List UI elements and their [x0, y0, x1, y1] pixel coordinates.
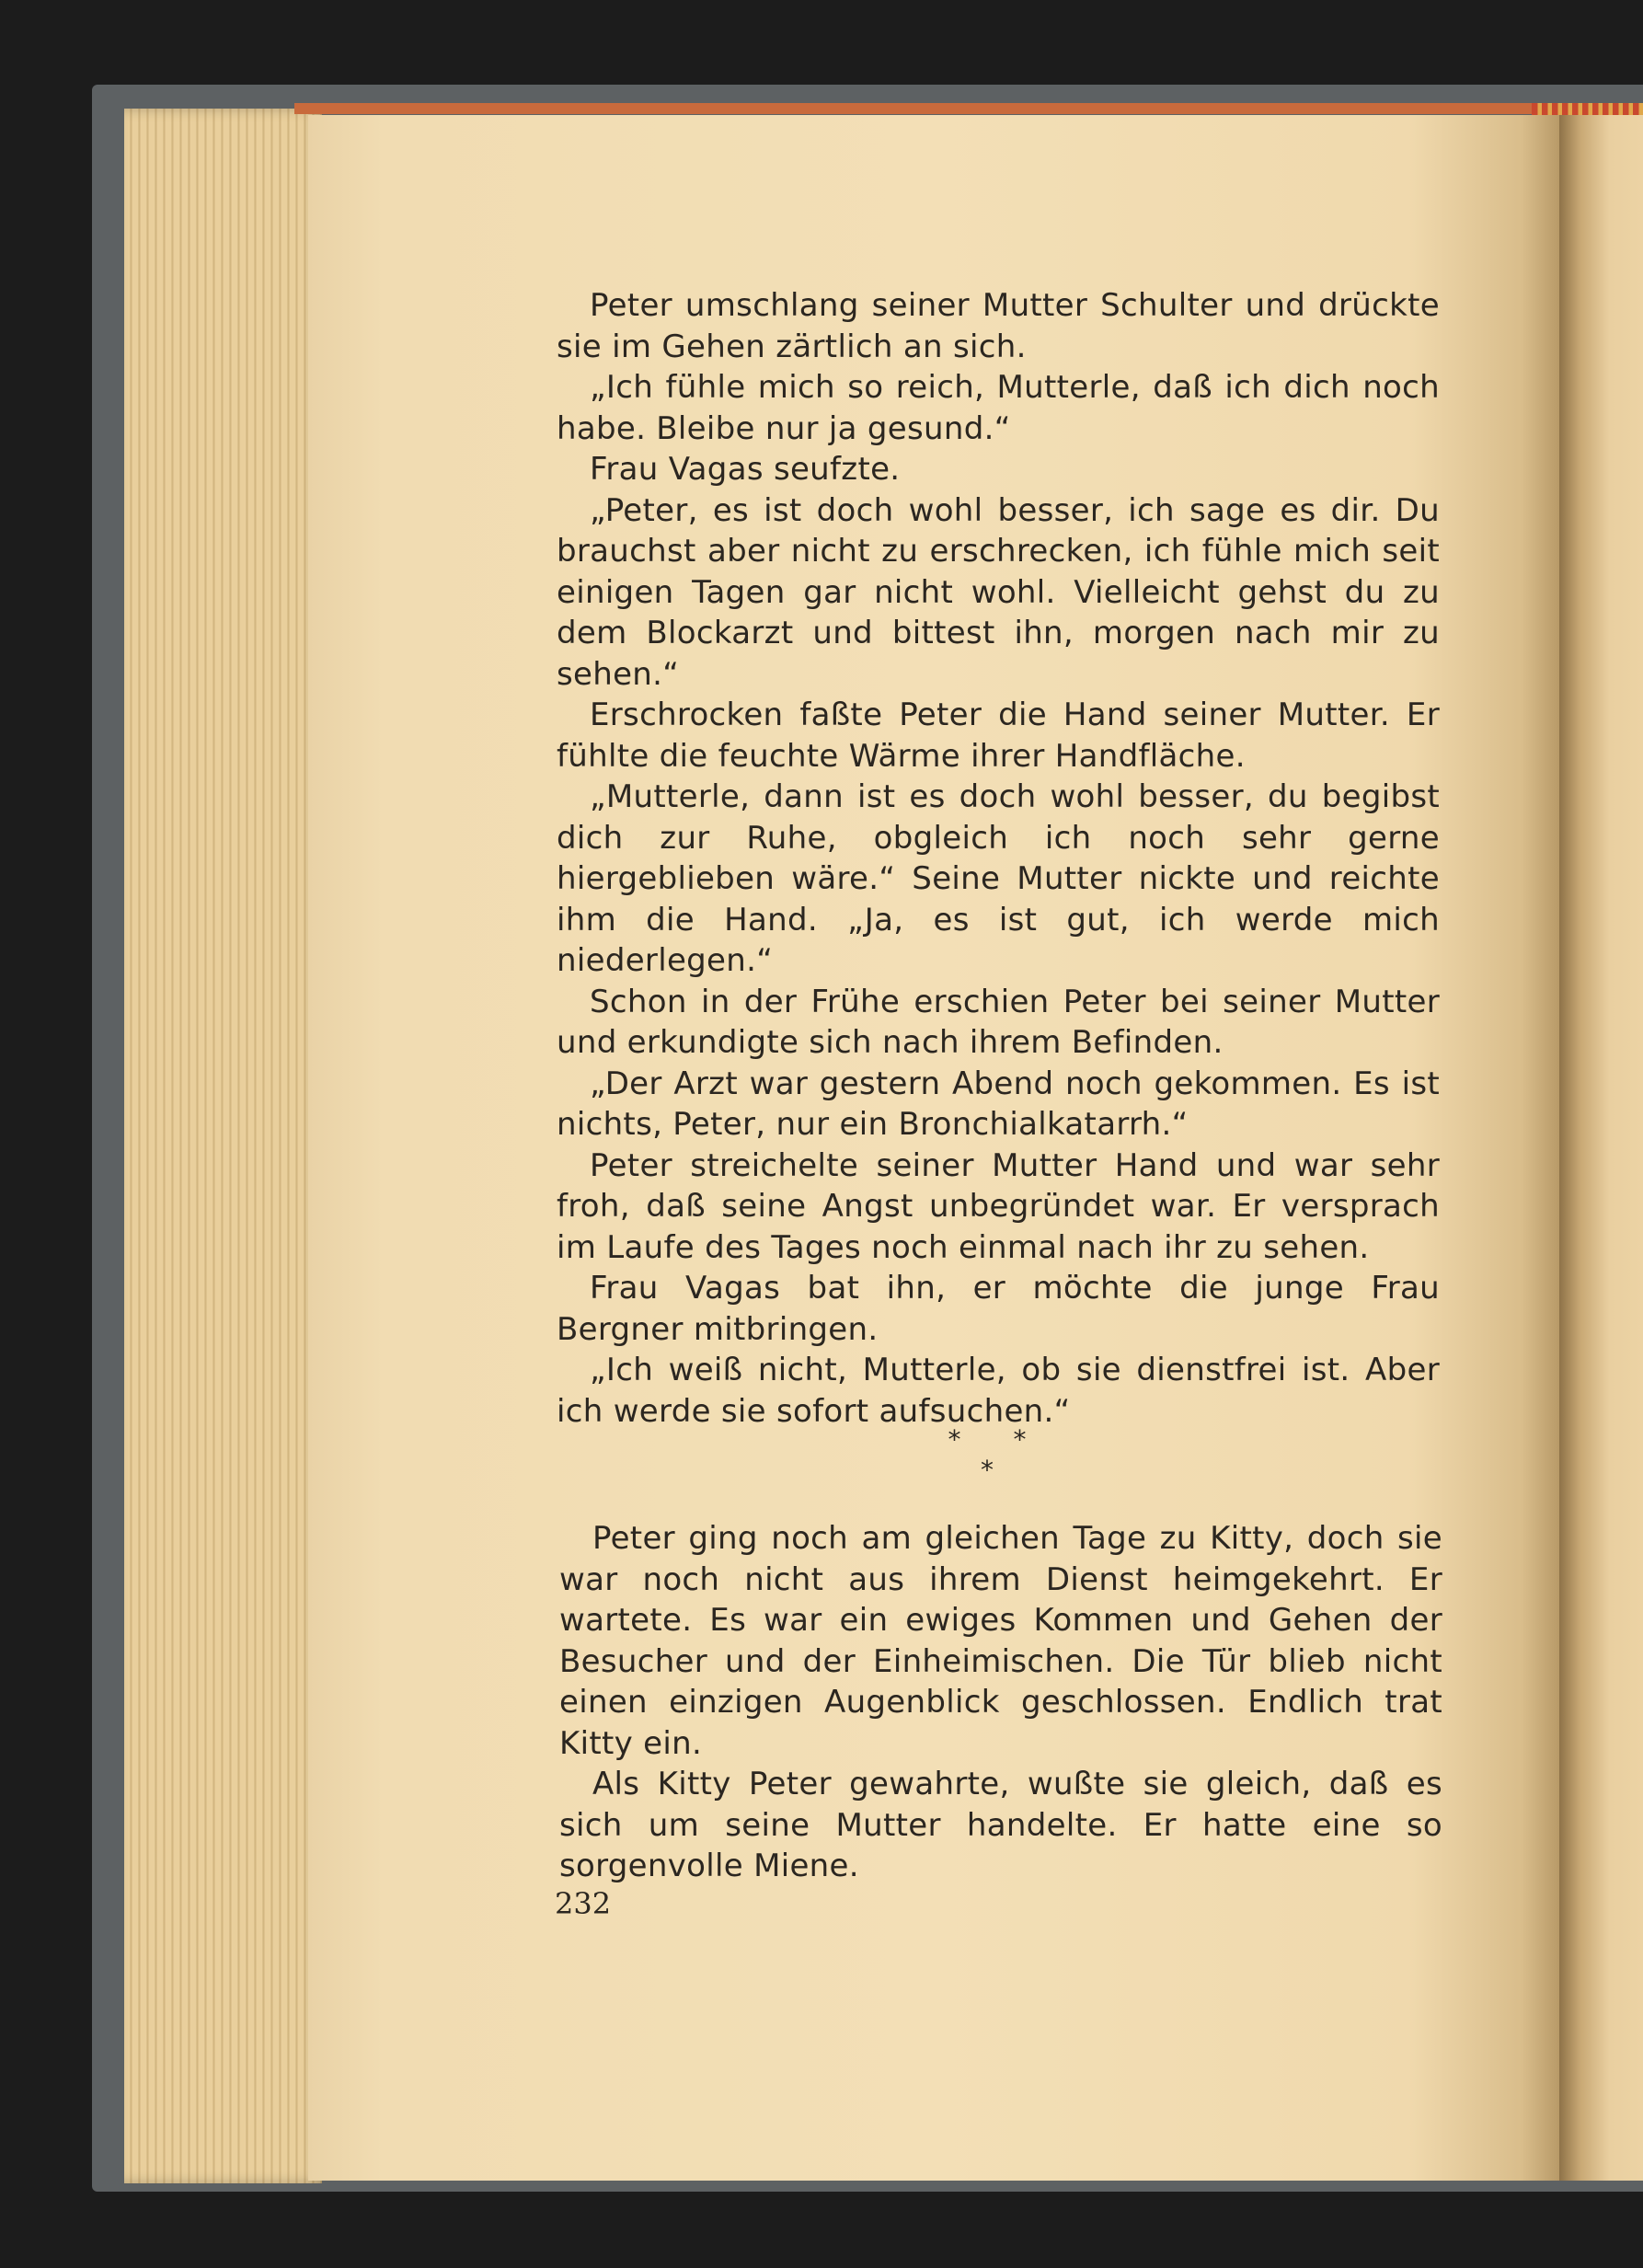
- paragraph: Peter umschlang seiner Mutter Schulter und drückte sie im Gehen zärtlich an sich.: [557, 287, 1440, 365]
- headband-top: [1532, 103, 1643, 116]
- paragraph: Frau Vagas seufzte.: [590, 451, 901, 488]
- paragraph: Frau Vagas bat ihn, er möchte die junge Frau Bergner mitbringen.: [557, 1270, 1440, 1348]
- paragraph: „Ich fühle mich so reich, Mutterle, daß ich dich noch habe. Bleibe nur ja gesund.“: [557, 369, 1440, 447]
- paragraph: Als Kitty Peter gewahrte, wußte sie gleich, daß es sich um seine Mutter handelte. Er hatte eine so sorgenvolle Miene.: [559, 1766, 1442, 1884]
- text-block-bottom: [559, 1518, 1442, 1887]
- paragraph: Erschrocken faßte Peter die Hand seiner Mutter. Er fühlte die feuchte Wärme ihrer Handfläche.: [557, 697, 1440, 775]
- paragraph: Peter ging noch am gleichen Tage zu Kitty, doch sie war noch nicht aus ihrem Dienst heimgekehrt. Er wartete. Es war ein ewiges Kommen und Gehen der Besucher und der Einheimischen. Die Tür blieb nicht einen einzigen Augenblick geschlossen. Endlich trat Kitty ein.: [559, 1520, 1442, 1762]
- paragraph: Peter streichelte seiner Mutter Hand und war sehr froh, daß seine Angst unbegründet war. Er versprach im Laufe des Tages noch einmal nach ihr zu sehen.: [557, 1146, 1440, 1266]
- page-top-edge: [294, 103, 1564, 114]
- paragraph: Schon in der Frühe erschien Peter bei seiner Mutter und erkundigte sich nach ihrem Befinden.: [557, 983, 1440, 1061]
- page-edges: [124, 109, 322, 2183]
- paragraph: „Mutterle, dann ist es doch wohl besser, du begibst dich zur Ruhe, obgleich ich noch sehr gerne hiergeblieben wäre.“ Seine Mutter nickte und reichte ihm die Hand. „Ja, es ist gut, ich werde mich niederlegen.“: [557, 778, 1440, 979]
- text-block-top: [557, 285, 1440, 1432]
- paragraph: „Peter, es ist doch wohl besser, ich sage es dir. Du brauchst aber nicht zu erschrecken, ich fühle mich seit einigen Tagen gar nicht wohl. Vielleicht gehst du zu dem Blockarzt und bittest ihn, morgen nach mir zu sehen.“: [557, 491, 1440, 693]
- page-number: 232: [555, 1886, 612, 1921]
- opposite-page: [1559, 115, 1643, 2181]
- paragraph: „Ich weiß nicht, Mutterle, ob sie dienstfrei ist. Aber ich werde sie sofort aufsuchen.“: [557, 1352, 1440, 1430]
- section-separator: * * *: [948, 1424, 1049, 1485]
- paragraph: „Der Arzt war gestern Abend noch gekommen. Es ist nichts, Peter, nur ein Bronchialkatarrh.“: [557, 1065, 1440, 1143]
